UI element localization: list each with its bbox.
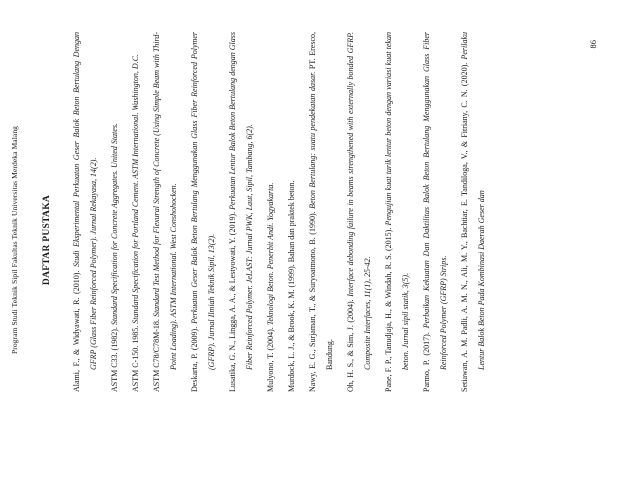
reference-entry bbox=[380, 32, 414, 392]
section-title: DAFTAR PUSTAKA bbox=[42, 194, 52, 286]
reference-title: Teknologi Beton. Penerbit Andi. Yogyakarta. bbox=[266, 182, 275, 326]
page-number: 86 bbox=[588, 40, 598, 49]
reference-title: Pengujian kuat tarik lentur beton dengan variasi kuat tekan beton. Jurnal sipil statik, 3(5). bbox=[384, 32, 410, 370]
reference-title: Beton Bertulang: suatu pendekatan dasar. bbox=[308, 71, 317, 209]
reference-authors: Setiawan, A. M. Padli, A. M. N., Ali, M. Y., Bachtiar, E. Tandiloga, V., & Fitriany, C. N. (2020). bbox=[460, 59, 469, 392]
reference-title: Perilaku Lentur Balok Beton Pada Kombinasi Daerah Geser dan bbox=[460, 32, 486, 370]
page-header: Program Studi Teknik Sipil Fakultas Teknik Universitas Merdeka Malang bbox=[10, 125, 19, 355]
reference-title: Perkuatan Lentur Balok Beton Bertulang dengan Glass Fiber Reinforced Polymer. JeLAST: Jurnal PWK, Laut, Sipil, Tambang, 6(2). bbox=[228, 32, 254, 370]
reference-authors: ASTM C33. (1982). bbox=[110, 325, 119, 392]
reference-list bbox=[68, 32, 494, 392]
reference-entry bbox=[456, 32, 490, 392]
reference-authors: Deskarta, P. (2009). bbox=[190, 323, 199, 392]
reference-entry bbox=[304, 32, 338, 392]
reference-authors: Oh, H. S., & Sim, J. (2004). bbox=[346, 296, 355, 392]
reference-authors: Lusatika, G. N., Lingga, A. A., & Lestyowati, Y. (2019). bbox=[228, 209, 237, 392]
reference-entry bbox=[148, 32, 182, 392]
reference-authors: Nawy, E. G., Surjaman, T., & Suryoatmono, B. (1990). bbox=[308, 208, 317, 392]
reference-title: Perbaikan Kekuatan Dan Daktilitas Balok Beton Bertulang Menggunakan Glass Fiber Reinforced Polymer (GFRP) Strips. bbox=[422, 32, 448, 370]
reference-title: Standard Test Method for Flexural Strength of Concrete (Using Simple Beam with Third-Point Loading). ASTM International. West Conshohocken. bbox=[152, 32, 178, 370]
reference-authors: Pane, F. P., Tanudjaja, H., & Windah, R. S. (2015). bbox=[384, 225, 393, 392]
reference-entry bbox=[283, 32, 300, 392]
reference-authors: Mulyono, T. (2004). bbox=[266, 325, 275, 392]
reference-entry bbox=[106, 32, 123, 392]
reference-entry bbox=[68, 32, 102, 392]
reference-entry bbox=[342, 32, 376, 392]
reference-authors: Murdock, L. J., & Brook, K. M. (1999). Bahan dan praktek beton. bbox=[287, 180, 296, 392]
reference-authors: ASTM C78/C78M-18. bbox=[152, 317, 161, 392]
reference-entry bbox=[262, 32, 279, 392]
reference-title: Interface debonding failure in beams strengthened with externally bonded GFRP. Composite Interfaces, 11(1), 25-42. bbox=[346, 31, 372, 370]
reference-entry bbox=[418, 32, 452, 392]
reference-authors: ASTM C-150. 1985. bbox=[131, 323, 140, 392]
reference-title: Studi Eksperimental Perkuatan Geser Balok Beton Bertulang Dengan GFRP (Glass Fiber Reinforced Polymer). Jurnal Rekayasa, 14(2). bbox=[72, 31, 98, 370]
reference-authors: Parmo, P. (2017). bbox=[422, 328, 431, 392]
reference-entry bbox=[127, 32, 144, 392]
reference-title: Standard Specification for Portland Cement. ASTM International. Washington, D.C. bbox=[131, 54, 140, 324]
reference-title: Perkuatan Geser Balok Beton Bertulang Menggunakan Glass Fiber Reinforced Polymer (GFRP). Jurnal Ilmiah Teknik Sipil, 13(2). bbox=[190, 32, 216, 370]
reference-entry bbox=[186, 32, 220, 392]
reference-title: Standard Specification for Concrete Aggregates. United States. bbox=[110, 123, 119, 326]
reference-authors: Alami, F., & Widyawati, R. (2010). bbox=[72, 267, 81, 392]
reference-entry bbox=[224, 32, 258, 392]
reference-tail: PT. Eresco, Bandung. bbox=[308, 32, 334, 370]
